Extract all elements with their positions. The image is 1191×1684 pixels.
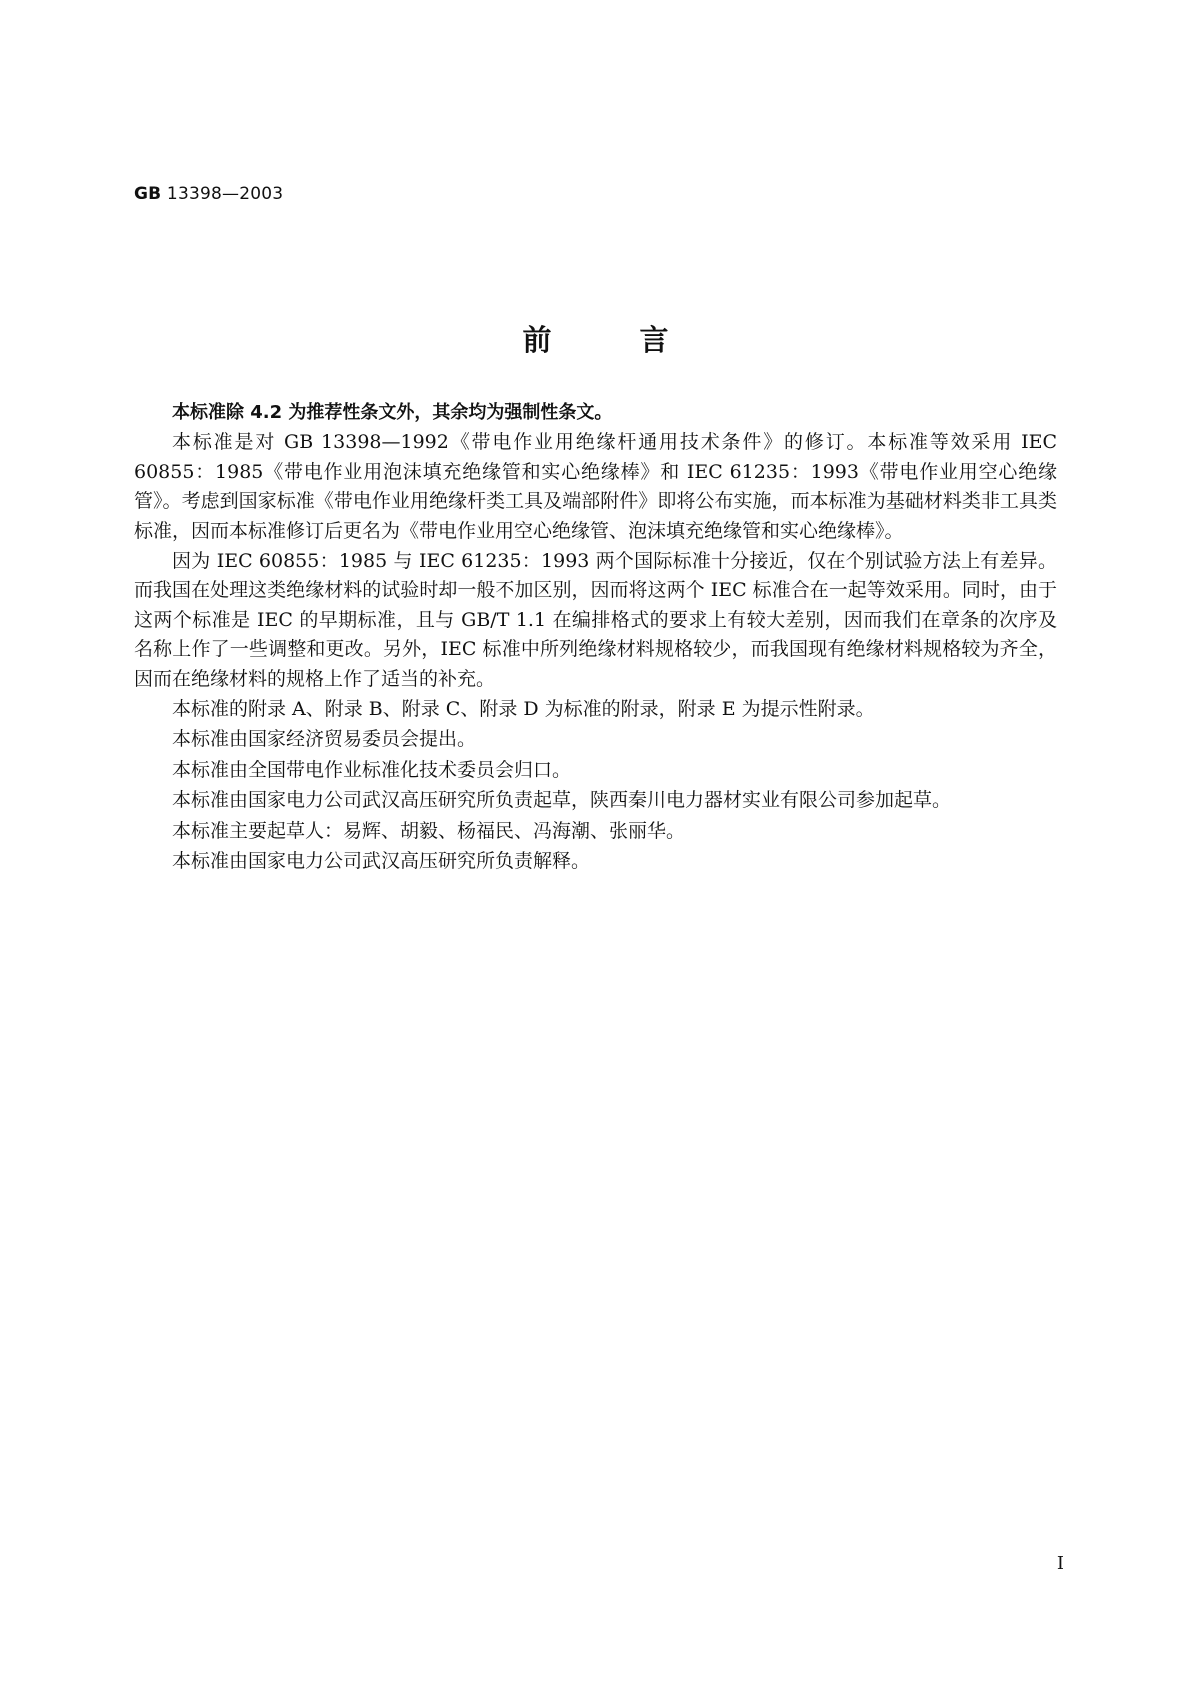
paragraph-committee: 本标准由全国带电作业标准化技术委员会归口。 [172, 758, 572, 781]
paragraph-drafting-org: 本标准由国家电力公司武汉高压研究所负责起草，陕西秦川电力器材实业有限公司参加起草。 [172, 789, 952, 812]
standard-number-header [134, 184, 283, 204]
standard-number: 13398—2003 [166, 184, 284, 204]
foreword-body [134, 398, 1057, 877]
paragraph-appendices: 本标准的附录 A、附录 B、附录 C、附录 D 为标准的附录，附录 E 为提示性附录。 [172, 698, 875, 721]
paragraph-drafters: 本标准主要起草人：易辉、胡毅、杨福民、冯海潮、张丽华。 [172, 819, 686, 842]
paragraph-iec-adoption: 因为 IEC 60855：1985 与 IEC 61235：1993 两个国际标准十分接近，仅在个别试验方法上有差异。而我国在处理这类绝缘材料的试验时却一般不加区别，因而将这两个 IEC 标准合在一起等效采用。同时，由于这两个标准是 IEC 的早期标准，且与 GB/T 1.1 在编排格式的要求上有较大差别，因而我们在章条的次序及名称上作了一些调整和更改。另外，IEC 标准中所列绝缘材料规格较少，而我国现有绝缘材料规格较为齐全，因而在绝缘材料的规格上作了适当的补充。 [134, 550, 1057, 690]
page-number: I [1056, 1553, 1064, 1574]
paragraph-mandatory-note: 本标准除 4.2 为推荐性条文外，其余均为强制性条文。 [172, 402, 613, 423]
paragraph-interpretation: 本标准由国家电力公司武汉高压研究所负责解释。 [172, 850, 591, 873]
paragraph-proposer: 本标准由国家经济贸易委员会提出。 [172, 728, 477, 751]
standard-prefix: GB [134, 184, 162, 204]
page-title: 前言 [522, 323, 757, 357]
paragraph-revision: 本标准是对 GB 13398—1992《带电作业用绝缘杆通用技术条件》的修订。本标准等效采用 IEC 60855：1985《带电作业用泡沫填充绝缘管和实心绝缘棒》和 IEC 61235：1993《带电作业用空心绝缘管》。考虑到国家标准《带电作业用绝缘杆类工具及端部附件》即将公布实施，而本标准为基础材料类非工具类标准，因而本标准修订后更名为《带电作业用空心绝缘管、泡沫填充绝缘管和实心绝缘棒》。 [134, 431, 1057, 542]
